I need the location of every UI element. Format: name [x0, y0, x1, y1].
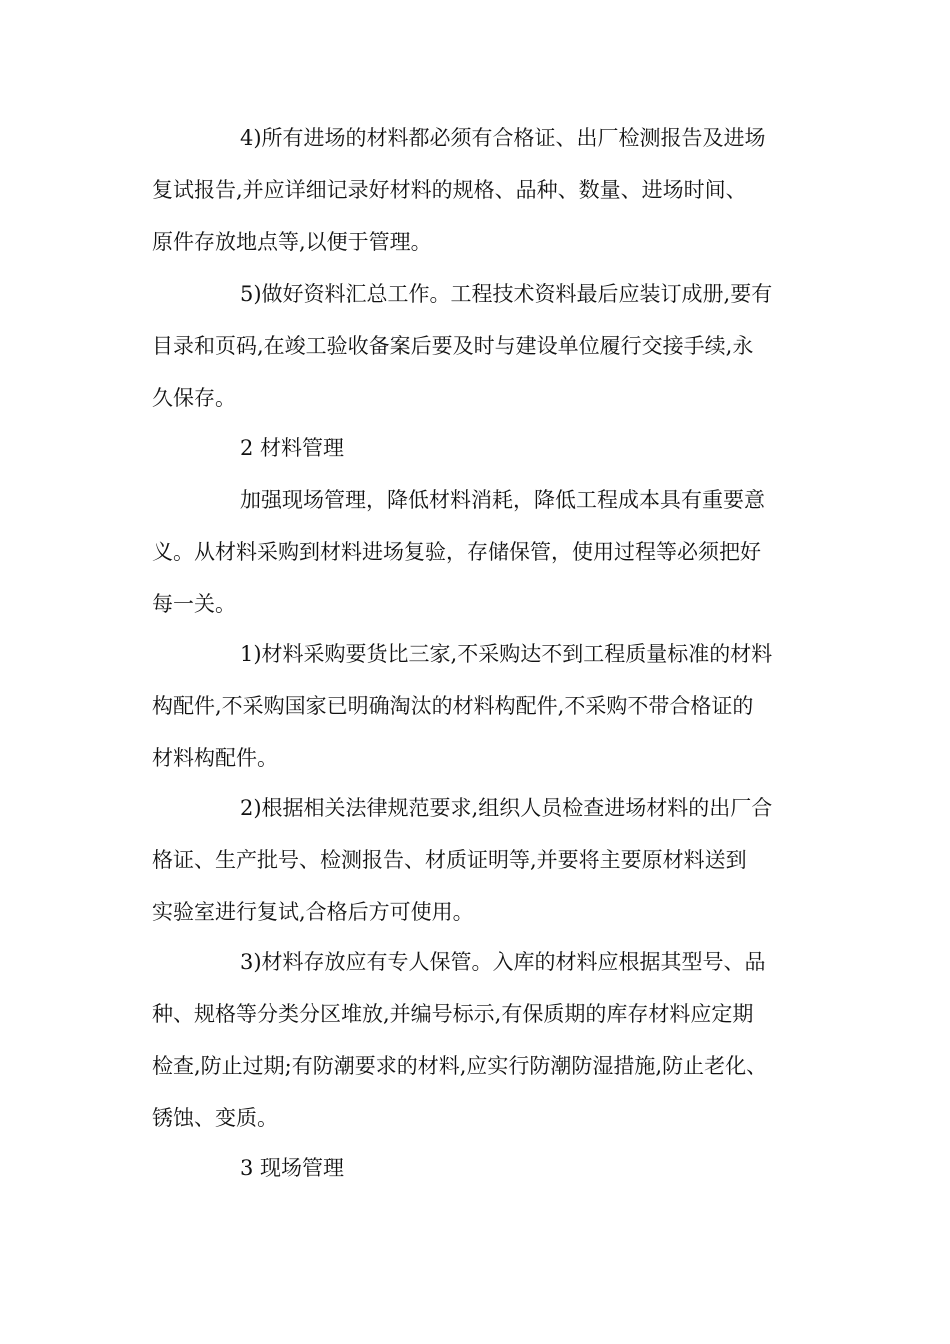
- section-heading: 3 现场管理: [240, 1156, 345, 1180]
- paragraph-line: 久保存。: [152, 386, 236, 410]
- paragraph-line: 原件存放地点等,以便于管理。: [152, 230, 432, 254]
- paragraph-item-3: [152, 936, 812, 1144]
- paragraph-line: 4)所有进场的材料都必须有合格证、出厂检测报告及进场: [240, 126, 766, 150]
- paragraph-2: [152, 268, 812, 424]
- paragraph-line: 复试报告,并应详细记录好材料的规格、品种、数量、进场时间、: [152, 178, 747, 202]
- paragraph-line: 每一关。: [152, 592, 236, 616]
- paragraph-line: 1)材料采购要货比三家,不采购达不到工程质量标准的材料: [240, 642, 773, 666]
- paragraph-line: 锈蚀、变质。: [152, 1106, 278, 1130]
- paragraph-line: 目录和页码,在竣工验收备案后要及时与建设单位履行交接手续,永: [152, 334, 754, 358]
- paragraph-line: 检查,防止过期;有防潮要求的材料,应实行防潮防湿措施,防止老化、: [152, 1054, 768, 1078]
- paragraph-line: 格证、生产批号、检测报告、材质证明等,并要将主要原材料送到: [152, 848, 747, 872]
- section-heading-materials: [152, 422, 812, 474]
- paragraph-item-2: [152, 782, 812, 938]
- section-heading-site: [152, 1142, 812, 1194]
- paragraph-line: 构配件,不采购国家已明确淘汰的材料构配件,不采购不带合格证的: [152, 694, 754, 718]
- paragraph-line: 实验室进行复试,合格后方可使用。: [152, 900, 474, 924]
- paragraph-1: [152, 112, 812, 268]
- paragraph-line: 2)根据相关法律规范要求,组织人员检查进场材料的出厂合: [240, 796, 773, 820]
- paragraph-line: 种、规格等分类分区堆放,并编号标示,有保质期的库存材料应定期: [152, 1002, 754, 1026]
- paragraph-item-1: [152, 628, 812, 784]
- paragraph-line: 义。从材料采购到材料进场复验，存储保管，使用过程等必须把好: [152, 540, 761, 564]
- paragraph-intro: [152, 474, 812, 630]
- paragraph-line: 加强现场管理，降低材料消耗，降低工程成本具有重要意: [240, 488, 765, 512]
- paragraph-line: 3)材料存放应有专人保管。入库的材料应根据其型号、品: [240, 950, 766, 974]
- paragraph-line: 材料构配件。: [152, 746, 278, 770]
- paragraph-line: 5)做好资料汇总工作。工程技术资料最后应装订成册,要有: [240, 282, 773, 306]
- section-heading: 2 材料管理: [240, 436, 345, 460]
